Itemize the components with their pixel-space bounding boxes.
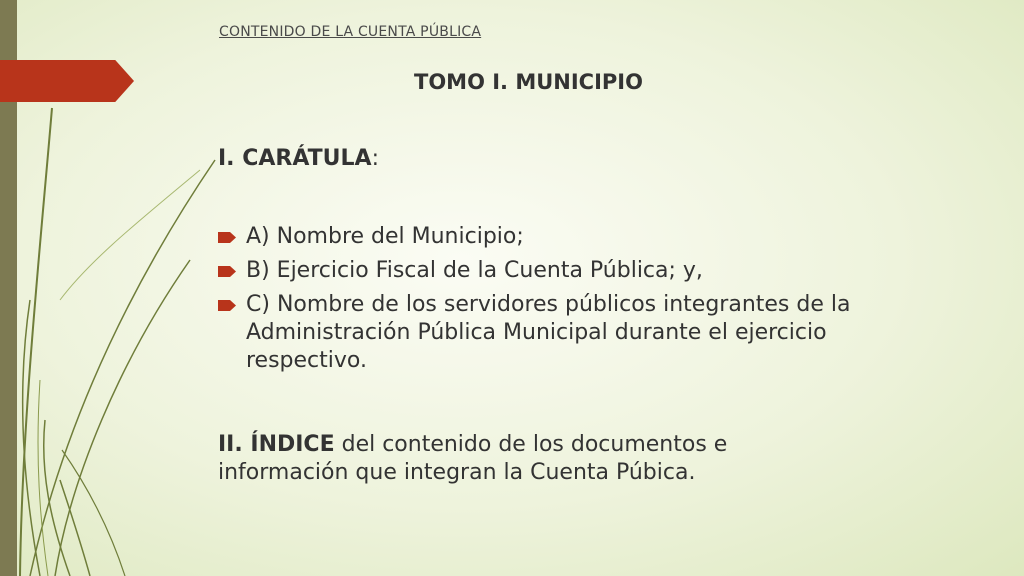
bullet-text: C) Nombre de los servidores públicos integrantes de la Administración Pública Municipal durante el ejercicio respectivo.: [246, 292, 851, 373]
red-arrow-banner: [0, 60, 134, 102]
list-item: [218, 257, 878, 285]
page-title: TOMO I. MUNICIPIO: [414, 70, 643, 94]
list-item: [218, 291, 878, 375]
tag-arrow-icon: [218, 232, 236, 243]
caratula-colon: :: [371, 146, 379, 171]
bullet-text: B) Ejercicio Fiscal de la Cuenta Pública; y,: [246, 258, 703, 283]
indice-text: del contenido de los documentos e información que integran la Cuenta Púbica.: [218, 432, 728, 485]
header-link[interactable]: CONTENIDO DE LA CUENTA PÚBLICA: [219, 24, 482, 40]
tag-arrow-icon: [218, 266, 236, 277]
section-caratula: [218, 146, 379, 171]
tag-arrow-icon: [218, 300, 236, 311]
section-indice: [218, 431, 858, 487]
bullet-text: A) Nombre del Municipio;: [246, 224, 524, 249]
caratula-label: I. CARÁTULA: [218, 146, 372, 171]
list-item: [218, 223, 878, 251]
indice-label: II. ÍNDICE: [218, 432, 335, 457]
bullet-list: [218, 223, 878, 381]
